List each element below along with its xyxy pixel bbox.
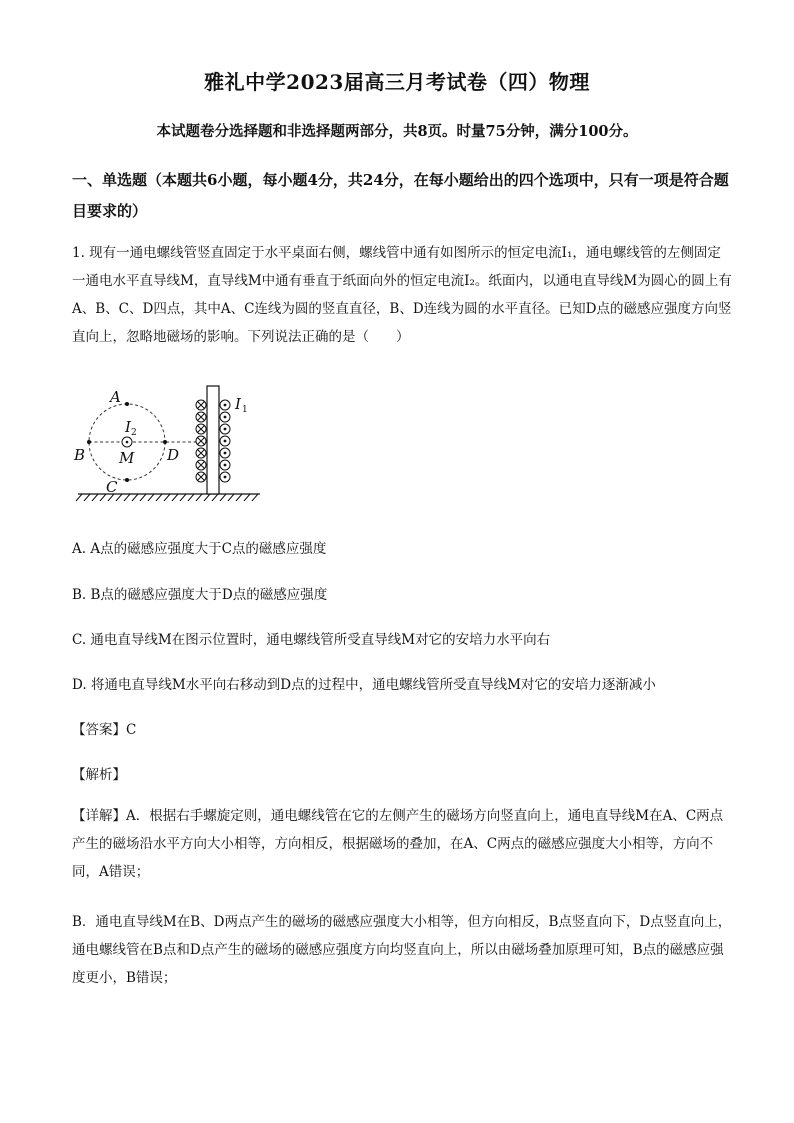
label-i1-sub: 1 (242, 405, 248, 415)
solenoid-left-windings (196, 400, 206, 482)
analysis-label: 【解析】 (72, 767, 126, 783)
page-title: 雅礼中学2023届高三月考试卷（四）物理 (204, 70, 590, 94)
detail-a: 【详解】A．根据右手螺旋定则，通电螺线管在它的左侧产生的磁场方向竖直向上，通电直导线M在A、C两点产生的磁场沿水平方向大小相等，方向相反，根据磁场的叠加，在A、C两点的磁感应强度大小相等，方向不同，A错误； (72, 808, 724, 880)
option-a: A. A点的磁感应强度大于C点的磁感应强度 (72, 541, 327, 557)
label-i2: I (125, 418, 131, 436)
question-1-stem: 1. 现有一通电螺线管竖直固定于水平桌面右侧，螺线管中通有如图所示的恒定电流I₁，通电螺线管的左侧固定一通电水平直导线M，直导线M中通有垂直于纸面向外的恒定电流I₂。纸面内，以通电直导线M为圆心的圆上有A、B、C、D四点，其中A、C连线为圆的竖直直径，B、D连线为圆的水平直径。已知D点的磁感应强度方向竖直向上，忽略地磁场的影响。下列说法正确的是（ ） (72, 245, 732, 345)
detail-b: B．通电直导线M在B、D两点产生的磁场的磁感应强度大小相等，但方向相反，B点竖直向下，D点竖直向上，通电螺线管在B点和D点产生的磁场的磁感应强度方向均竖直向上，所以由磁场叠加原理可知，B点的磁感应强度更小，B错误； (72, 914, 732, 986)
label-d: D (167, 446, 180, 464)
solenoid-core (207, 386, 219, 494)
option-d: D. 将通电直导线M水平向右移动到D点的过程中，通电螺线管所受直导线M对它的安培力逐渐减小 (72, 677, 656, 693)
question-1-figure (72, 383, 272, 511)
point-c (125, 478, 129, 482)
point-b (87, 440, 91, 444)
label-c: C (106, 478, 118, 496)
exam-instructions: 本试题卷分选择题和非选择题两部分，共8页。时量75分钟，满分100分。 (156, 123, 638, 140)
section-heading: 一、单选题（本题共6小题，每小题4分，共24分，在每小题给出的四个选项中，只有一项是符合题目要求的） (72, 171, 729, 220)
point-a (125, 402, 129, 406)
option-c: C. 通电直导线M在图示位置时，通电螺线管所受直导线M对它的安培力水平向右 (72, 632, 551, 648)
option-b: B. B点的磁感应强度大于D点的磁感应强度 (72, 587, 328, 603)
point-d (163, 440, 167, 444)
answer: 【答案】C (72, 722, 137, 738)
label-b: B (74, 446, 86, 464)
ground-hatching (76, 494, 258, 501)
label-i1: I (235, 395, 241, 413)
label-i2-sub: 2 (131, 428, 137, 438)
label-m: M (119, 449, 135, 467)
label-a: A (110, 388, 121, 406)
